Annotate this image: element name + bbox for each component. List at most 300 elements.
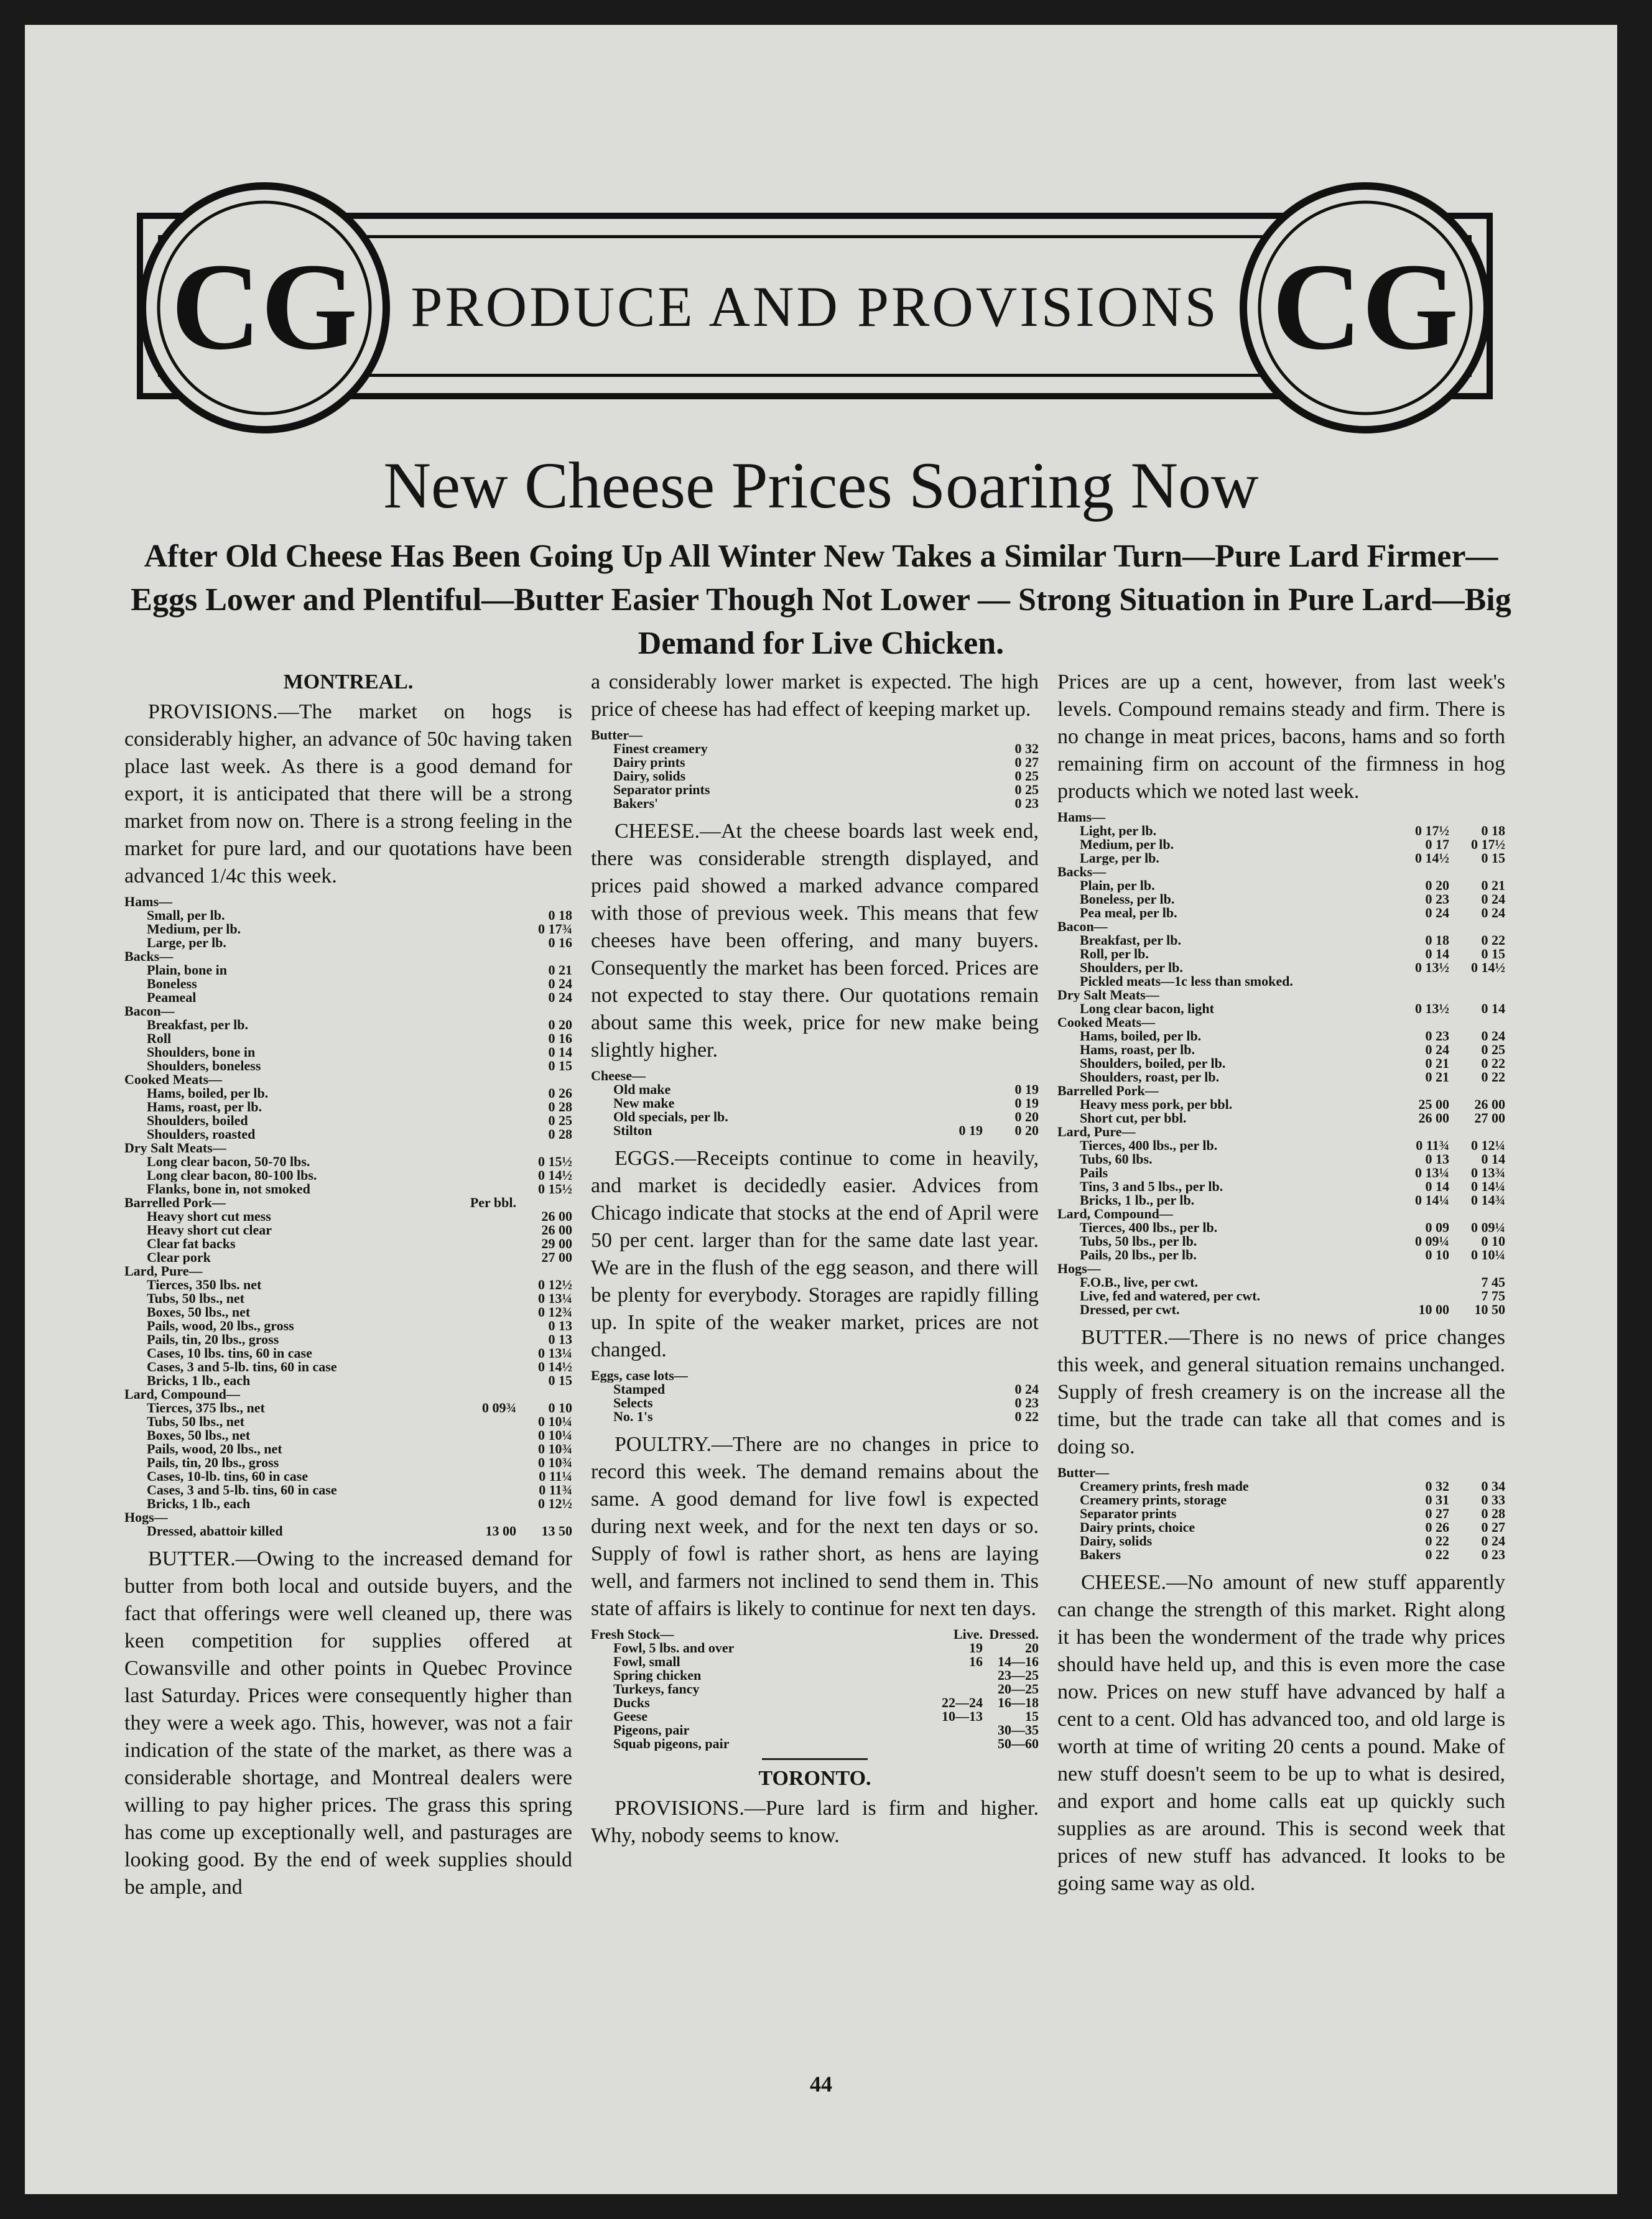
- table-row: [124, 922, 572, 936]
- toronto-butter-text: BUTTER.—There is no news of price changes this week, and general situation remains unchanged. Supply of fresh creamery is on the increase all the time, but the trade can take all that comes and is doing so.: [1057, 1326, 1505, 1458]
- price-high: 23—25: [998, 1667, 1039, 1683]
- price-low: [460, 1059, 516, 1073]
- price-low: [927, 1396, 983, 1410]
- price-high: [516, 1141, 572, 1155]
- item-name: Peameal: [147, 991, 197, 1004]
- price-low: 0 23: [1425, 1028, 1449, 1044]
- price-low: [460, 1415, 516, 1429]
- item-name: Medium, per lb.: [1080, 838, 1174, 851]
- item-name: Separator prints: [1080, 1507, 1177, 1521]
- item-name: Pails: [1080, 1166, 1108, 1180]
- price-low: [460, 1442, 516, 1456]
- table-row: [591, 756, 1039, 769]
- table-row: [1057, 1534, 1505, 1548]
- price-low: [460, 1169, 516, 1182]
- item-name: Tubs, 50 lbs., per lb.: [1080, 1235, 1197, 1248]
- item-name: Dairy, solids: [613, 769, 686, 783]
- toronto-cheese-text: CHEESE.—No amount of new stuff apparently can change the strength of this market. Right along it has been the wonderment of the trade why prices should have held up, and this is even more the case now. Prices on new stuff have advanced by half a cent to a cent. Old has advanced too, and old large is worth at time of writing 20 cents a pound. Make of new stuff doesn't seem to be up to what is desired, and export and home calls eat up quickly such supplies as are around. This is second week that prices of new stuff has advanced. It looks to be going same way as old.: [1057, 1571, 1505, 1895]
- item-name: Creamery prints, storage: [1080, 1493, 1227, 1507]
- price-high: 15: [1025, 1708, 1039, 1724]
- col3-intro-text: Prices are up a cent, however, from last week's levels. Compound remains steady and firm. There is no change in meat prices, bacons, hams and so forth remaining firm on account of the firmness in hog products which we noted last week.: [1057, 670, 1505, 803]
- item-name: Hogs—: [124, 1511, 168, 1524]
- price-high: 0 09¼: [1471, 1220, 1505, 1235]
- price-high: 0 15: [548, 1058, 572, 1073]
- price-high: 30—35: [998, 1722, 1039, 1738]
- price-high: 0 28: [548, 1099, 572, 1114]
- item-name: Shoulders, boiled, per lb.: [1080, 1057, 1226, 1070]
- table-row: [1057, 1289, 1505, 1303]
- item-name: Pails, tin, 20 lbs., gross: [147, 1456, 279, 1470]
- price-high: 0 27: [1481, 1519, 1505, 1535]
- price-high: 0 24: [1481, 905, 1505, 920]
- price-high: 26 00: [541, 1208, 572, 1224]
- price-low: 0 21: [1425, 1055, 1449, 1071]
- table-row: [124, 1497, 572, 1511]
- page-number: 44: [810, 2072, 832, 2096]
- price-high: 0 12¼: [1471, 1137, 1505, 1153]
- table-category-row: [1057, 1466, 1505, 1480]
- price-low: [927, 1069, 983, 1083]
- montreal-eggs-text: EGGS.—Receipts continue to come in heavily, and market is decidedly easier. Advices from Chicago indicate that stocks at the end of April were 50 per cent. larger than for the same date last year. We are in the flush of the egg season, and there will be plenty for everybody. Storages are rapidly filling up. In spite of the weaker market, prices are not changed.: [591, 1147, 1039, 1361]
- price-high: 27 00: [1474, 1110, 1505, 1126]
- price-low: [460, 1470, 516, 1483]
- price-low: [927, 1110, 983, 1124]
- price-high: 0 23: [1481, 1547, 1505, 1562]
- item-name: Shoulders, roast, per lb.: [1080, 1070, 1220, 1084]
- item-name: Geese: [613, 1710, 647, 1723]
- item-name: Heavy short cut mess: [147, 1210, 271, 1223]
- item-name: Selects: [613, 1396, 653, 1410]
- table-row: [591, 783, 1039, 797]
- table-row: [591, 797, 1039, 810]
- item-name: Pails, 20 lbs., per lb.: [1080, 1248, 1197, 1262]
- item-name: Long clear bacon, 80-100 lbs.: [147, 1169, 317, 1182]
- price-low: [927, 1410, 983, 1424]
- table-category-row: [124, 1141, 572, 1155]
- montreal-poultry-text: POULTRY.—There are no changes in price to record this week. The demand remains about the same. A good demand for live fowl is expected during next week, and for the next ten days or so. Supply of fowl is rather short, as hens are laying well, and farmers not inclined to send them in. This state of affairs is likely to continue for next ten days.: [591, 1433, 1039, 1620]
- table-row: [1057, 1139, 1505, 1152]
- item-name: Boneless, per lb.: [1080, 892, 1175, 906]
- item-name: Shoulders, per lb.: [1080, 961, 1183, 975]
- price-high: 16—18: [998, 1695, 1039, 1710]
- price-high: [516, 1387, 572, 1401]
- table-row: [1057, 1002, 1505, 1016]
- item-name: Squab pigeons, pair: [613, 1737, 730, 1751]
- table-row: [1057, 1111, 1505, 1125]
- price-high: [516, 1264, 572, 1278]
- price-low: [460, 1319, 516, 1333]
- price-high: 0 14½: [1471, 960, 1505, 975]
- price-high: 0 25: [548, 1113, 572, 1128]
- table-row: [124, 1470, 572, 1483]
- table-row: [1057, 1521, 1505, 1534]
- table-row: [591, 1124, 1039, 1137]
- price-low: [927, 1383, 983, 1396]
- price-low: 0 20: [1425, 878, 1449, 893]
- price-high: 0 21: [548, 962, 572, 978]
- price-low: 0 14½: [1415, 850, 1449, 866]
- price-high: 0 18: [1481, 823, 1505, 838]
- item-name: Cooked Meats—: [1057, 1016, 1156, 1029]
- table-row: [124, 1360, 572, 1374]
- price-low: [460, 963, 516, 977]
- item-name: Boneless: [147, 977, 197, 991]
- table-row: [124, 1237, 572, 1251]
- price-high: 0 14: [1481, 1001, 1505, 1016]
- price-high: 0 15: [1481, 850, 1505, 866]
- price-high: [516, 1511, 572, 1524]
- table-row: [124, 1333, 572, 1346]
- price-low: [1393, 988, 1449, 1002]
- table-row: [124, 1128, 572, 1141]
- table-row: [124, 1018, 572, 1032]
- price-high: [1449, 1466, 1505, 1480]
- price-high: 27 00: [541, 1249, 572, 1265]
- price-low: [460, 1456, 516, 1470]
- price-high: 0 34: [1481, 1478, 1505, 1494]
- table-category-row: [1057, 1084, 1505, 1098]
- table-row: [124, 1223, 572, 1237]
- table-row: [591, 1396, 1039, 1410]
- item-name: Backs—: [1057, 865, 1107, 879]
- item-name: Shoulders, roasted: [147, 1128, 256, 1141]
- price-high: 0 10¼: [538, 1414, 572, 1429]
- price-high: 0 12½: [538, 1277, 572, 1292]
- item-name: Long clear bacon, 50-70 lbs.: [147, 1155, 310, 1169]
- price-low: [927, 1723, 983, 1737]
- price-high: 7 45: [1481, 1274, 1505, 1290]
- item-name: Dairy prints, choice: [1080, 1521, 1195, 1534]
- toronto-butter-table: [1057, 1466, 1505, 1562]
- montreal-butter-table: [591, 728, 1039, 810]
- price-high: 0 26: [548, 1085, 572, 1101]
- price-low: [1393, 1466, 1449, 1480]
- price-high: 0 20: [1014, 1123, 1039, 1138]
- item-name: Cases, 10-lb. tins, 60 in case: [147, 1470, 309, 1483]
- item-name: Barrelled Pork—: [124, 1196, 226, 1210]
- table-row: [1057, 1493, 1505, 1507]
- price-low: 13 00: [485, 1523, 516, 1539]
- price-high: [516, 1196, 572, 1210]
- price-low: [460, 950, 516, 963]
- item-name: Small, per lb.: [147, 909, 225, 922]
- price-high: [516, 895, 572, 909]
- table-row: [1057, 1057, 1505, 1070]
- item-name: Dry Salt Meats—: [1057, 988, 1159, 1002]
- table-row: [124, 1442, 572, 1456]
- table-row: [591, 1710, 1039, 1723]
- price-low: [460, 1278, 516, 1292]
- table-category-row: [1057, 810, 1505, 824]
- price-low: [460, 1032, 516, 1045]
- price-high: 0 10: [548, 1400, 572, 1415]
- item-name: Boxes, 50 lbs., net: [147, 1305, 251, 1319]
- price-low: [460, 1292, 516, 1305]
- item-name: Stamped: [613, 1383, 666, 1396]
- table-category-row: [1057, 988, 1505, 1002]
- price-low: [1393, 1084, 1449, 1098]
- price-high: 0 24: [1481, 1028, 1505, 1044]
- price-high: 20—25: [998, 1681, 1039, 1697]
- price-high: 0 20: [548, 1017, 572, 1032]
- table-row: [591, 1096, 1039, 1110]
- price-low: [927, 756, 983, 769]
- price-high: 0 27: [1014, 754, 1039, 770]
- table-row: [1057, 1152, 1505, 1166]
- price-low: [927, 1669, 983, 1682]
- table-row: [124, 1086, 572, 1100]
- item-name: Pigeons, pair: [613, 1723, 690, 1737]
- section-banner: [137, 180, 1493, 435]
- col2-intro-text: a considerably lower market is expected. The high price of cheese has had effect of keeping market up.: [591, 670, 1039, 721]
- price-low: 0 24: [1425, 1042, 1449, 1057]
- item-name: Large, per lb.: [1080, 851, 1159, 865]
- item-name: Clear pork: [147, 1251, 211, 1264]
- price-high: 0 25: [1014, 768, 1039, 784]
- price-low: 0 19: [958, 1123, 983, 1138]
- item-name: Tubs, 50 lbs., net: [147, 1415, 244, 1429]
- table-row: [591, 1110, 1039, 1124]
- item-name: Bricks, 1 lb., each: [147, 1497, 251, 1511]
- price-low: [460, 1511, 516, 1524]
- table-row: [1057, 975, 1505, 988]
- price-high: [1449, 1125, 1505, 1139]
- item-name: Heavy mess pork, per bbl.: [1080, 1098, 1233, 1111]
- price-low: [927, 797, 983, 810]
- price-low: [460, 1114, 516, 1128]
- price-low: [460, 1251, 516, 1264]
- price-low: 0 13½: [1415, 960, 1449, 975]
- price-high: 0 14¾: [1471, 1192, 1505, 1208]
- price-high: 0 22: [1481, 932, 1505, 948]
- item-name: No. 1's: [613, 1410, 653, 1424]
- item-name: Roll, per lb.: [1080, 947, 1149, 961]
- item-name: Hams, boiled, per lb.: [147, 1086, 269, 1100]
- item-name: Heavy short cut clear: [147, 1223, 272, 1237]
- item-name: Pails, wood, 20 lbs., gross: [147, 1319, 294, 1333]
- table-category-row: [124, 895, 572, 909]
- item-name: Pickled meats—1c less than smoked.: [1080, 975, 1293, 988]
- price-high: 0 24: [548, 976, 572, 991]
- price-low: Per bbl.: [470, 1195, 516, 1210]
- price-high: 0 19: [1014, 1082, 1039, 1097]
- price-high: 0 28: [1481, 1506, 1505, 1521]
- table-row: [1057, 947, 1505, 961]
- price-high: [983, 1369, 1039, 1383]
- table-row: [124, 963, 572, 977]
- price-low: [460, 1045, 516, 1059]
- table-row: [124, 1045, 572, 1059]
- montreal-provisions-text: PROVISIONS.—The market on hogs is considerably higher, an advance of 50c having taken place last week. As there is a good demand for export, it is anticipated that there will be a strong market from now on. There is a strong feeling in the market for pure lard, and our quotations have been advanced 1/4c this week.: [124, 700, 572, 887]
- price-low: [460, 1086, 516, 1100]
- price-low: Live.: [953, 1626, 983, 1642]
- table-category-row: [1057, 1262, 1505, 1276]
- item-name: Dressed, abattoir killed: [147, 1524, 283, 1538]
- item-name: Lard, Compound—: [124, 1387, 240, 1401]
- item-name: Finest creamery: [613, 742, 708, 756]
- price-high: 0 16: [548, 935, 572, 950]
- table-category-row: [1057, 1016, 1505, 1029]
- item-name: Cases, 3 and 5-lb. tins, 60 in case: [147, 1483, 337, 1497]
- price-low: 0 27: [1425, 1506, 1449, 1521]
- price-low: 16: [969, 1654, 983, 1669]
- table-row: [1057, 1276, 1505, 1289]
- price-high: 14—16: [998, 1654, 1039, 1669]
- toronto-provisions-text: PROVISIONS.—Pure lard is firm and higher. Why, nobody seems to know.: [591, 1797, 1039, 1847]
- table-row: [591, 1410, 1039, 1424]
- price-low: [460, 1429, 516, 1442]
- price-low: 0 22: [1425, 1547, 1449, 1562]
- price-low: [1393, 1016, 1449, 1029]
- table-row: [591, 1383, 1039, 1396]
- item-name: Tins, 3 and 5 lbs., per lb.: [1080, 1180, 1223, 1193]
- table-row: [591, 1723, 1039, 1737]
- montreal-butter-text: BUTTER.—Owing to the increased demand for butter from both local and outside buyers, and the fact that offerings were well cleaned up, there was keen competition for supplies offered at Cowansville and other points in Quebec Province last Saturday. Prices were consequently higher than they were a week ago. This, however, was not a fair indication of the state of the market, as there was a considerable shortage, and Montreal dealers were willing to pay higher prices. The grass this spring has come up exceptionally well, and pasturages are looking good. By the end of week supplies should be ample, and: [124, 1547, 572, 1899]
- price-low: [927, 1682, 983, 1696]
- montreal-heading: MONTREAL.: [283, 670, 414, 693]
- price-high: 0 20: [1014, 1109, 1039, 1124]
- table-row: [1057, 1043, 1505, 1057]
- item-name: Hams—: [124, 895, 172, 909]
- price-high: 0 22: [1481, 1055, 1505, 1071]
- table-category-row: [591, 1069, 1039, 1083]
- price-low: [927, 1737, 983, 1751]
- item-name: Long clear bacon, light: [1080, 1002, 1214, 1016]
- price-high: 50—60: [998, 1736, 1039, 1751]
- price-high: [516, 1004, 572, 1018]
- price-high: 0 13¼: [538, 1345, 572, 1361]
- price-high: 0 11¼: [539, 1468, 572, 1484]
- price-low: [460, 1374, 516, 1387]
- price-high: 26 00: [1474, 1096, 1505, 1112]
- price-high: 0 25: [1481, 1042, 1505, 1057]
- price-low: [460, 1483, 516, 1497]
- item-name: Pails, tin, 20 lbs., gross: [147, 1333, 279, 1346]
- price-high: 0 17½: [1471, 836, 1505, 852]
- price-high: 10 50: [1474, 1302, 1505, 1317]
- price-low: [927, 783, 983, 797]
- item-name: Hams—: [1057, 810, 1105, 824]
- price-high: Dressed.: [989, 1626, 1039, 1642]
- price-low: 0 13¼: [1415, 1165, 1449, 1180]
- price-low: [460, 1223, 516, 1237]
- price-low: [1393, 1289, 1449, 1303]
- table-row: [124, 1278, 572, 1292]
- svg-text:CG: CG: [1272, 238, 1459, 376]
- table-category-row: [1057, 920, 1505, 933]
- price-high: [1449, 1016, 1505, 1029]
- table-row: [124, 1210, 572, 1223]
- item-name: Flanks, bone in, not smoked: [147, 1182, 310, 1196]
- price-low: 0 14: [1425, 946, 1449, 961]
- price-low: 0 31: [1425, 1492, 1449, 1508]
- price-high: 0 12½: [538, 1496, 572, 1511]
- price-high: 0 13¾: [1471, 1165, 1505, 1180]
- price-high: [983, 1069, 1039, 1083]
- table-row: [124, 1319, 572, 1333]
- price-high: [1449, 865, 1505, 879]
- price-low: [460, 1073, 516, 1086]
- price-high: [1449, 988, 1505, 1002]
- table-row: [124, 1059, 572, 1073]
- item-name: Cooked Meats—: [124, 1073, 223, 1086]
- toronto-heading: TORONTO.: [758, 1767, 871, 1790]
- price-low: 0 23: [1425, 891, 1449, 907]
- item-name: Bacon—: [1057, 920, 1108, 933]
- price-low: [1393, 1276, 1449, 1289]
- price-high: [983, 728, 1039, 742]
- table-row: [124, 1305, 572, 1319]
- item-name: Hams, roast, per lb.: [1080, 1043, 1195, 1057]
- item-name: Creamery prints, fresh made: [1080, 1480, 1249, 1493]
- price-low: [460, 1497, 516, 1511]
- price-low: [1393, 1262, 1449, 1276]
- table-category-row: [591, 1369, 1039, 1383]
- price-high: 0 33: [1481, 1492, 1505, 1508]
- item-name: Bacon—: [124, 1004, 175, 1018]
- item-name: Dairy prints: [613, 756, 685, 769]
- price-low: [460, 991, 516, 1004]
- price-low: 0 13: [1425, 1151, 1449, 1167]
- item-name: Breakfast, per lb.: [147, 1018, 248, 1032]
- item-name: Hogs—: [1057, 1262, 1101, 1276]
- item-name: New make: [613, 1096, 675, 1110]
- svg-text:CG: CG: [171, 238, 358, 376]
- montreal-provisions-table: [124, 895, 572, 1538]
- table-category-row: [1057, 1125, 1505, 1139]
- price-high: 0 12¾: [538, 1304, 572, 1320]
- price-low: 0 32: [1425, 1478, 1449, 1494]
- price-low: [460, 1333, 516, 1346]
- table-row: [124, 1429, 572, 1442]
- price-low: 0 21: [1425, 1069, 1449, 1085]
- item-name: Tierces, 375 lbs., net: [147, 1401, 265, 1415]
- price-high: 0 25: [1014, 782, 1039, 797]
- item-name: Cases, 3 and 5-lb. tins, 60 in case: [147, 1360, 337, 1374]
- price-high: [1449, 810, 1505, 824]
- item-name: Eggs, case lots—: [591, 1369, 688, 1383]
- price-low: 0 13½: [1415, 1001, 1449, 1016]
- price-low: [460, 1360, 516, 1374]
- item-name: Plain, bone in: [147, 963, 227, 977]
- item-name: Turkeys, fancy: [613, 1682, 700, 1696]
- table-row: [124, 1524, 572, 1538]
- table-row: [1057, 1180, 1505, 1193]
- table-row: [124, 1374, 572, 1387]
- table-row: [1057, 1193, 1505, 1207]
- table-row: [124, 977, 572, 991]
- item-name: Hams, roast, per lb.: [147, 1100, 262, 1114]
- table-row: [1057, 892, 1505, 906]
- price-high: 0 15½: [538, 1154, 572, 1169]
- price-low: 0 11¾: [1416, 1137, 1449, 1153]
- item-name: F.O.B., live, per cwt.: [1080, 1276, 1199, 1289]
- table-row: [591, 1641, 1039, 1655]
- price-high: 0 14½: [538, 1167, 572, 1183]
- price-low: [460, 1128, 516, 1141]
- price-high: 0 22: [1481, 1069, 1505, 1085]
- price-low: [460, 1018, 516, 1032]
- price-low: [460, 1141, 516, 1155]
- item-name: Old specials, per lb.: [613, 1110, 728, 1124]
- price-low: [927, 728, 983, 742]
- item-name: Barrelled Pork—: [1057, 1084, 1159, 1098]
- price-high: 0 10: [1481, 1233, 1505, 1249]
- price-high: 0 28: [548, 1126, 572, 1142]
- item-name: Old make: [613, 1083, 671, 1096]
- table-row: [1057, 824, 1505, 838]
- price-high: 0 18: [548, 907, 572, 923]
